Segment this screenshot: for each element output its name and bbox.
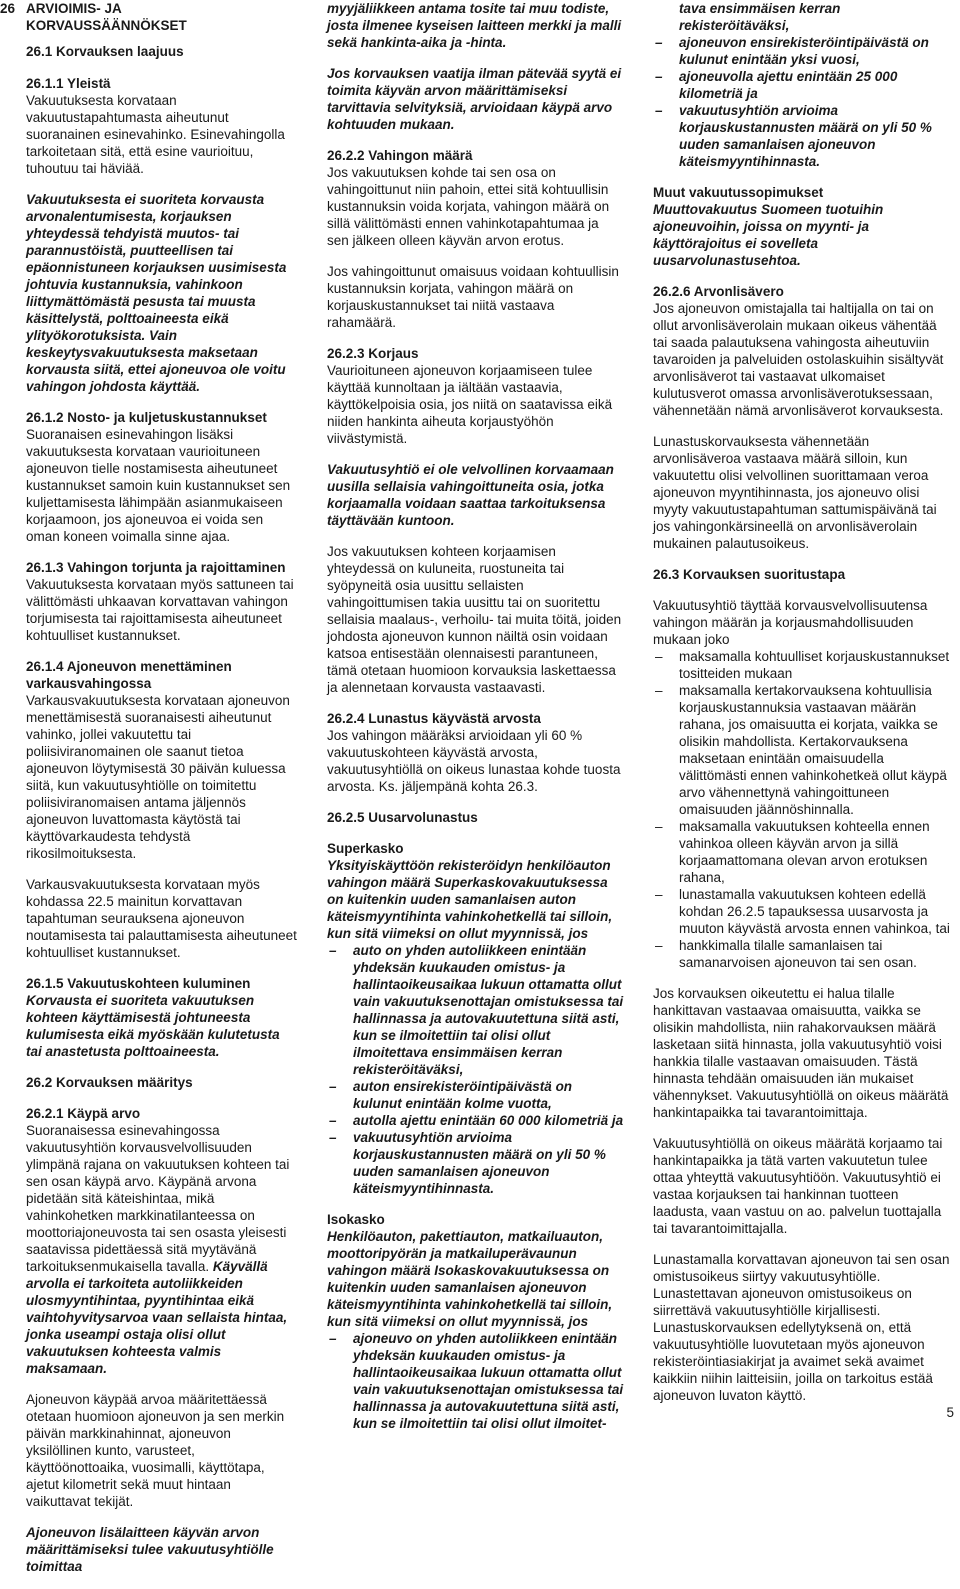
heading-26-2-5: 26.2.5 Uusarvolunastus [327, 810, 478, 825]
heading-26-2-4: 26.2.4 Lunastus käyvästä arvosta [327, 711, 541, 726]
paragraph: Jos ajoneuvon omistajalla tai haltijalla on tai on ollut arvonlisäverolain mukaan oikeus vähentää tai saada palautuksena vahingosta aiheutuviin tavaroiden ja palveluiden ostolaskuihin sisältyvät arvonlisäverot tai vastaavat ulkomaiset kulutusverot omassa arvonlisäverotuksessaan, vähennetään nämä arvonlisäverot korvauksesta. [653, 301, 944, 418]
paragraph: Jos korvauksen oikeutettu ei halua tilalle hankittavan vastaavaa omaisuutta, vaikka se olisikin mahdollista, niin rahakorvauksen määrä lasketaan siitä hinnasta, jolla vakuutusyhtiö voisi hankkia tilalle vastaavan omaisuuden. Tästä hinnasta tehdään omaisuuden iän mukaiset vähennykset. Vakuutusyhtiöllä on oikeus määrätä hankintapaikka tai tavarantoimittaja. [653, 986, 949, 1120]
heading-26-2-2: 26.2.2 Vahingon määrä [327, 148, 473, 163]
heading-26-1-5: 26.1.5 Vakuutuskohteen kuluminen [26, 976, 251, 991]
list-item: – ajoneuvolla ajettu enintään 25 000 kilometriä ja [653, 68, 950, 102]
list-item: – vakuutusyhtiön arvioima korjauskustannusten määrä on yli 50 % uuden samanlaisen ajoneuvon käteismyyntihinnasta. [653, 102, 950, 170]
paragraph: Vakuutusyhtiö täyttää korvausvelvollisuutensa vahingon määrän ja korjausmahdollisuuden mukaan joko [653, 598, 928, 647]
paragraph: Jos vahingoittunut omaisuus voidaan kohtuullisin kustannuksin korjata, vahingon määrä on korjauskustannukset tai niitä vastaava rahamäärä. [327, 264, 619, 330]
paragraph: myyjäliikkeen antama tosite tai muu todiste, josta ilmenee kyseisen laitteen merkki ja malli sekä hankinta-aika ja -hinta. [327, 1, 622, 50]
heading-26-2-6: 26.2.6 Arvonlisävero [653, 284, 784, 299]
paragraph [26, 1122, 298, 1377]
settlement-methods-list [653, 648, 950, 971]
paragraph: Ajoneuvon käypää arvoa määritettäessä otetaan huomioon ajoneuvon ja sen merkin päivän markkinahinnat, ajoneuvon yksilöllinen kunto, varusteet, käyttöönottoaika, vuosimalli, käyttötapa, ajetut kilometrit sekä muut hintaan vaikuttavat tekijät. [26, 1392, 285, 1509]
heading-superkasko: Superkasko [327, 841, 404, 856]
paragraph: Korvausta ei suoriteta vakuutuksen kohteen käyttämisestä johtuneesta kulumisesta eikä myöskään kulutetusta tai anastetusta polttoaineesta. [26, 993, 280, 1059]
list-item: – lunastamalla vakuutuksen kohteen edellä kohdan 26.2.5 tapauksessa uusarvosta ja muuton käyvästä arvosta ennen vahinkoa, tai [653, 886, 950, 937]
heading-26-2-3: 26.2.3 Korjaus [327, 346, 419, 361]
list-item: – autolla ajettu enintään 60 000 kilometriä ja [327, 1112, 624, 1129]
heading-26-1-1: 26.1.1 Yleistä [26, 76, 111, 91]
heading-26-1: 26.1 Korvauksen laajuus [26, 44, 184, 59]
list-item: – auton ensirekisteröintipäivästä on kulunut enintään kolme vuotta, [327, 1078, 624, 1112]
heading-isokasko: Isokasko [327, 1212, 385, 1227]
column-left [0, 0, 298, 1589]
paragraph: Jos vahingon määräksi arvioidaan yli 60 % vakuutuskohteen käyvästä arvosta, vakuutusyhtiöllä on oikeus lunastaa kohde tuosta arvosta. Ks. jäljempänä kohta 26.3. [327, 728, 621, 794]
list-item: – auto on yhden autoliikkeen enintään yhdeksän kuukauden omistus- ja hallintaoikeusaikaa lukuun ottamatta ollut vain vakuutuksenottajan omistuksessa tai hallinnassa ja autovakuutettuna siitä asti, kun se ilmoitettiin tai olisi ollut ilmoitettava ensimmäisen kerran rekisteröitäväksi, [327, 942, 624, 1078]
list-item: – maksamalla kertakorvauksena kohtuullisia korjauskustannuksia vastaavan määrän rahana, jos omaisuutta ei korjata, vaikka se olisikin mahdollista. Kertakorvauksena maksetaan enintään omaisuudella välittömästi ennen vahinkohetkeä ollut käypä arvo vähennettynä vahingoittuneen omaisuuden jäännöshinnalla. [653, 682, 950, 818]
chapter-title: ARVIOIMIS- JA KORVAUSSÄÄNNÖKSET [26, 1, 187, 33]
heading-26-3: 26.3 Korvauksen suoritustapa [653, 567, 846, 582]
heading-26-1-2: 26.1.2 Nosto- ja kuljetuskustannukset [26, 410, 267, 425]
heading-26-2-1: 26.2.1 Käypä arvo [26, 1106, 141, 1121]
superkasko-conditions-list [327, 942, 624, 1197]
paragraph: Jos korvauksen vaatija ilman pätevää syytä ei toimita käyvän arvon määrittämiseksi tarvittavia selvityksiä, arvioidaan käypä arvo kohtuuden mukaan. [327, 66, 622, 132]
column-right [653, 0, 950, 1418]
footer-page-number: 5 [946, 1405, 954, 1420]
paragraph: Varkausvakuutuksesta korvataan ajoneuvon menettämisestä suoranaisesti aiheutunut vahinko, jollei vakuutettu tai poliisiviranomainen ole saanut tietoa ajoneuvon löytymisestä 30 päivän kuluessa siitä, kun vakuutusyhtiölle on toimitettu poliisiviranomaisen antama jäljennös ajoneuvon luvattomasta käytöstä tai käyttövarkaudesta tehdystä rikosilmoituksesta. [26, 693, 290, 861]
paragraph: Muuttovakuutus Suomeen tuotuihin ajoneuvoihin, joissa on myynti- ja käyttörajoitus ei sovelleta uusarvolunastusehtoa. [653, 202, 884, 268]
isokasko-conditions-list-continued [653, 0, 950, 170]
paragraph: Henkilöauton, pakettiauton, matkailuauton, moottoripyörän ja matkailuperävaunun vahingon määrä Isokaskovakuutuksessa on kuitenkin uuden samanlaisen ajoneuvon käteismyyntihinta vahinkohetkellä tai silloin, kun sitä viimeksi on ollut myynnissä, jos [327, 1229, 613, 1329]
paragraph: Varkausvakuutuksesta korvataan myös kohdassa 22.5 mainitun korvattavan tapahtuman seurauksena ajoneuvon noutamisesta tai palauttamisesta aiheutuneet kohtuulliset kustannukset. [26, 877, 297, 960]
paragraph: Vakuutuksesta ei suoriteta korvausta arvonalentumisesta, korjauksen yhteydessä tehdyistä muutos- tai parannustöistä, puutteellisen tai epäonnistuneen korjauksen uusimisesta johtuvia kustannuksia, vahinkoon liittymättömästä pesusta tai muusta käsittelystä, polttoaineesta eikä ylityökorotuksista. Vain keskeytysvakuutuksesta maksetaan korvausta siitä, ettei ajoneuvoa ole voitu vahingon johdosta käyttää. [26, 192, 287, 394]
page-number: 26 [0, 1, 16, 16]
heading-26-1-4: 26.1.4 Ajoneuvon menettäminen varkausvahingossa [26, 659, 232, 691]
paragraph: Jos vakuutuksen kohteen korjaamisen yhteydessä on kuluneita, ruostuneita tai syöpyneitä osia uusittu sellaisten vahingoittumisen takia uusittu tai on suoritettu sellaisia maalaus-, verhoilu- tai muita töitä, joiden johdosta ajoneuvon kunnon näiltä osin voidaan katsoa entisestään olennaisesti parantuneen, tämä otetaan huomioon korvauksia laskettaessa ja alennetaan korvausta vastaavasti. [327, 544, 622, 695]
list-item: – ajoneuvo on yhden autoliikkeen enintään yhdeksän kuukauden omistus- ja hallintaoikeusaikaa lukuun ottamatta ollut vain vakuutuksenottajan omistuksessa tai hallinnassa ja autovakuutettuna siitä asti, kun se ilmoitettiin tai olisi ollut ilmoitet- [327, 1330, 624, 1432]
paragraph: Vakuutuksesta korvataan myös sattuneen tai välittömästi uhkaavan korvattavan vahingon torjumisesta tai rajoittamisesta aiheutuneet kohtuulliset kustannukset. [26, 577, 294, 643]
paragraph: Vakuutusyhtiöllä on oikeus määrätä korjaamo tai hankintapaikka ja tätä varten vakuutetun tulee ottaa yhteyttä vakuutusyhtiöön. Vakuutusyhtiö ei vastaa korjauksen tai hankinnan tuotteen laadusta, vaan vastuu on ao. palvelun tuottajalla tai tavarantoimittajalla. [653, 1136, 943, 1236]
list-item: – hankkimalla tilalle samanlaisen tai samanarvoisen ajoneuvon tai sen osan. [653, 937, 950, 971]
paragraph-text: Suoranaisessa esinevahingossa vakuutusyhtiön korvausvelvollisuuden ylimpänä rajana on vakuutuksen kohteen tai sen osan käypä arvo. Käypänä arvona pidetään sitä käteishintaa, mikä vahinkohetken markkinatilanteessa on moottoriajoneuvosta tai sen osasta yleisesti saatavissa pidettäessä sitä myytävänä tarkoituksenmukaisella tavalla. [26, 1123, 290, 1274]
paragraph: Vakuutusyhtiö ei ole velvollinen korvaamaan uusilla sellaisia vahingoittuneita osia, jotka korjaamalla voidaan saattaa tarkoituksensa täyttävään kuntoon. [327, 462, 614, 528]
list-item-continuation: tava ensimmäisen kerran rekisteröitäväksi, [679, 1, 841, 33]
heading-26-1-3: 26.1.3 Vahingon torjunta ja rajoittaminen [26, 560, 286, 575]
paragraph: Lunastamalla korvattavan ajoneuvon tai sen osan omistusoikeus siirtyy vakuutusyhtiölle. Lunastettavan ajoneuvon omistusoikeus on siirrettävä vakuutusyhtiölle kirjallisesti. Lunastuskorvauksen edellytyksenä on, että vakuutusyhtiölle luovutetaan myös ajoneuvon rekisteröintiasiakirjat ja avaimet sekä avaimet kaikkiin niihin laitteisiin, joilla on tarkoitus estää ajoneuvon luvaton käyttö. [653, 1252, 950, 1403]
heading-muut-vakuutussopimukset: Muut vakuutussopimukset [653, 185, 824, 200]
heading-26-2: 26.2 Korvauksen määritys [26, 1075, 193, 1090]
paragraph: Jos vakuutuksen kohde tai sen osa on vahingoittunut niin pahoin, ettei sitä kohtuullisin kustannuksin voida korjata, vahingon määrä on sillä välittömästi ennen vahinkotapahtumaa ja sen jälkeen olleen käyvän arvon erotus. [327, 165, 610, 248]
list-item: – ajoneuvon ensirekisteröintipäivästä on kulunut enintään yksi vuosi, [653, 34, 950, 68]
paragraph: Vaurioituneen ajoneuvon korjaamiseen tulee käyttää kunnoltaan ja iältään vastaavia, käyttökelpoisia osia, jos niitä on saatavissa eikä niiden hankinta aiheuta korjaustyöhön viivästymistä. [327, 363, 613, 446]
paragraph: Yksityiskäyttöön rekisteröidyn henkilöauton vahingon määrä Superkaskovakuutuksessa on kuitenkin uuden samanlaisen auton käteismyyntihinta vahinkohetkellä tai silloin, kun sitä viimeksi on ollut myynnissä, jos [327, 858, 613, 941]
column-middle [327, 0, 624, 1446]
list-item: – vakuutusyhtiön arvioima korjauskustannusten määrä on yli 50 % uuden samanlaisen ajoneuvon käteismyyntihinnasta. [327, 1129, 624, 1197]
paragraph-emphasis: Käyvällä arvolla ei tarkoiteta autoliikkeiden ulosmyyntihintaa, pyyntihintaa eikä vaihtohyvitysarvoa vaan sellaista hintaa, jonka useampi ostaja olisi ollut vakuutuksen kohteesta valmis maksamaan. [26, 1259, 288, 1376]
list-item: – maksamalla kohtuulliset korjauskustannukset tositteiden mukaan [653, 648, 950, 682]
paragraph: Ajoneuvon lisälaitteen käyvän arvon määrittämiseksi tulee vakuutusyhtiölle toimittaa [26, 1525, 274, 1574]
paragraph: Lunastuskorvauksesta vähennetään arvonlisäveroa vastaava määrä silloin, kun vakuutettu olisi velvollinen suorittamaan veroa ajoneuvon myyntihinnasta, jos ajoneuvo olisi myyty vakuutustapahtuman sattumispäivänä tai jos vahingonkärsineellä on arvonlisäverolain mukainen palautusoikeus. [653, 434, 937, 551]
isokasko-conditions-list [327, 1330, 624, 1432]
paragraph: Vakuutuksesta korvataan vakuutustapahtumasta aiheutunut suoranainen esinevahinko. Esinevahingolla tarkoitetaan sitä, että esine vaurioituu, tuhoutuu tai häviää. [26, 93, 285, 176]
list-item: – maksamalla vakuutuksen kohteella ennen vahinkoa olleen käyvän arvon ja sillä korjaamattomana olevan arvon erotuksen rahana, [653, 818, 950, 886]
paragraph: Suoranaisen esinevahingon lisäksi vakuutuksesta korvataan vaurioituneen ajoneuvon tielle nostamisesta aiheutuneet kustannukset samoin kuin kustannukset sen kuljettamisesta lähimpään asianmukaiseen korjaamoon, jos ajoneuvoa ei voida sen oman koneen voimalla sinne ajaa. [26, 427, 291, 544]
